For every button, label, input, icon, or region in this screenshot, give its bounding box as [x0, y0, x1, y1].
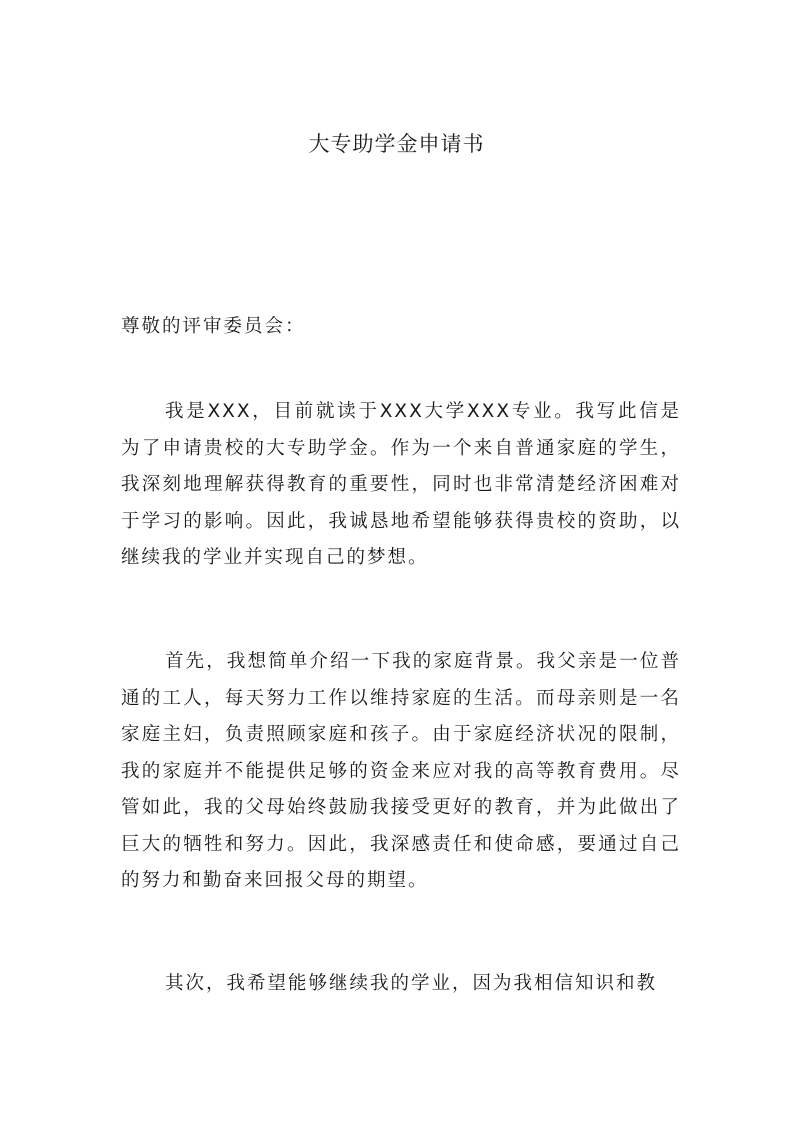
paragraph-continuation: 其次，我希望能够继续我的学业，因为我相信知识和教	[165, 973, 658, 994]
salutation: 尊敬的评审委员会：	[121, 316, 306, 337]
document-title: 大专助学金申请书	[308, 132, 485, 156]
paragraph-family-background: 首先，我想简单介绍一下我的家庭背景。我父亲是一位普通的工人，每天努力工作以维持家庭的生活。而母亲则是一名家庭主妇，负责照顾家庭和孩子。由于家庭经济状况的限制，我的家庭并不能提供足够的资金来应对我的高等教育费用。尽管如此，我的父母始终鼓励我接受更好的教育，并为此做出了巨大的牺牲和努力。因此，我深感责任和使命感，要通过自己的努力和勤奋来回报父母的期望。	[121, 651, 681, 891]
paragraph-introduction: 我是XXX，目前就读于XXX大学XXX专业。我写此信是为了申请贵校的大专助学金。作为一个来自普通家庭的学生，我深刻地理解获得教育的重要性，同时也非常清楚经济困难对于学习的影响。因此，我诚恳地希望能够获得贵校的资助，以继续我的学业并实现自己的梦想。	[121, 401, 681, 568]
